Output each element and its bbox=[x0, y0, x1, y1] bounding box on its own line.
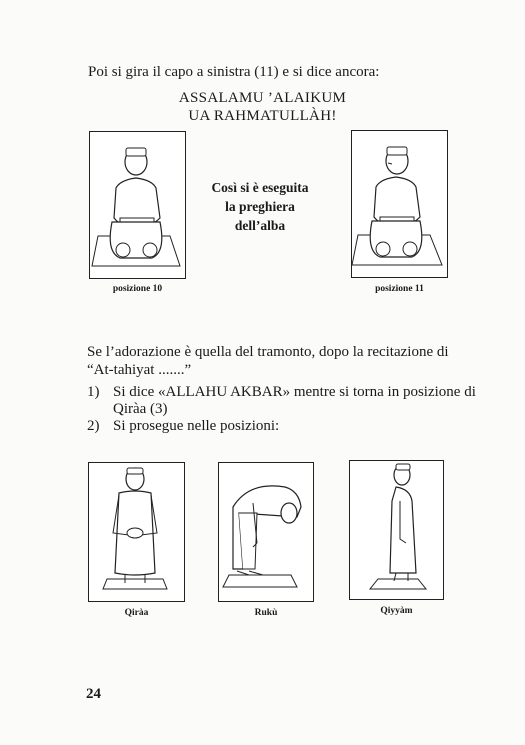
caption-position-10: posizione 10 bbox=[112, 284, 163, 294]
caption-position-11: posizione 11 bbox=[375, 284, 424, 294]
figure-position-10 bbox=[89, 131, 186, 279]
intro-line: Poi si gira il capo a sinistra (11) e si dice ancora: bbox=[88, 64, 380, 80]
caption-qiyyam: Qiyyàm bbox=[380, 606, 413, 616]
figure-position-11 bbox=[351, 130, 448, 278]
figure-ruku bbox=[218, 462, 314, 602]
step-1 bbox=[87, 384, 476, 401]
paragraph-line-1: Se l’adorazione è quella del tramonto, dopo la recitazione di bbox=[87, 344, 449, 360]
caption-ruku: Rukù bbox=[254, 608, 278, 618]
caption-qiraa: Qiràa bbox=[124, 608, 149, 618]
salutation-line-2: UA RAHMATULLÀH! bbox=[188, 108, 337, 124]
kneeling-figure-illustration bbox=[90, 132, 184, 277]
step-2 bbox=[87, 418, 279, 435]
step-1-text-line-2: Qiràa (3) bbox=[113, 401, 168, 417]
standing-figure-illustration bbox=[89, 463, 183, 600]
step-1-number: 1) bbox=[87, 384, 100, 400]
completion-text bbox=[200, 178, 320, 235]
figure-qiyyam bbox=[349, 460, 444, 600]
completion-line-3: dell’alba bbox=[234, 218, 286, 233]
page-number: 24 bbox=[86, 686, 101, 702]
figure-qiraa bbox=[88, 462, 185, 602]
paragraph-line-2: “At-tahiyat .......” bbox=[87, 362, 192, 378]
step-2-text-line-1: Si prosegue nelle posizioni: bbox=[113, 418, 280, 434]
step-1-text-line-1: Si dice «ALLAHU AKBAR» mentre si torna in posizione di bbox=[113, 384, 476, 400]
completion-line-1: Così si è eseguita bbox=[211, 180, 309, 195]
bowing-figure-illustration bbox=[219, 463, 312, 600]
salutation-line-1: ASSALAMU ’ALAIKUM bbox=[178, 90, 347, 106]
kneeling-figure-illustration bbox=[352, 131, 446, 276]
completion-line-2: la preghiera bbox=[225, 199, 295, 214]
standing-profile-figure-illustration bbox=[350, 461, 442, 598]
step-2-number: 2) bbox=[87, 418, 100, 434]
